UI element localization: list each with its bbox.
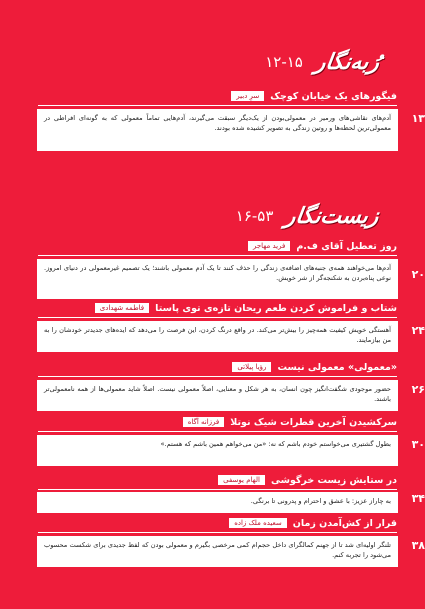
author-tag: سرِ دبیر (231, 91, 264, 101)
article-summary: آهستگی خویش کیفیت همه‌چیز را بیش‌تر می‌کند. در واقع درنگ کردن، این فرصت را می‌دهد که ایده‌ها‌ی جدید‌تر خودشان را به من بیازمایند. (38, 322, 397, 351)
section-page-range: ۱۶-۵۳ (235, 207, 274, 225)
section-logo: زیست‌نگار (283, 203, 381, 229)
author-tag: فاطمه شهدادی (95, 303, 149, 313)
article-title[interactable]: «معمولی» معمولی نیست (277, 361, 397, 373)
page-number: ۲۶ (411, 383, 425, 396)
page-number: ۲۴ (411, 324, 425, 337)
author-tag: رؤیا پیلاتی (232, 362, 271, 372)
section-logo: رُبه‌نگار (313, 49, 381, 75)
toc-entry[interactable] (38, 359, 425, 409)
article-title[interactable]: در ستایش زیست خرگوشی (270, 474, 397, 486)
toc-entry[interactable] (38, 238, 425, 296)
toc-entry[interactable] (38, 472, 425, 512)
toc-entry[interactable] (38, 300, 425, 350)
article-title[interactable]: شتاب و فراموش کردن طعم ریحان تازه‌ی توی پاستا (155, 302, 397, 314)
title-underline (38, 489, 397, 490)
section-page-range: ۱۲-۱۵ (265, 53, 303, 71)
section-header-2 (236, 198, 379, 234)
title-underline (38, 376, 397, 377)
page-number: ۳۰ (411, 438, 425, 451)
toc-entry[interactable] (38, 88, 425, 158)
section-header-1 (265, 44, 379, 80)
page-number: ۳۴ (411, 492, 425, 505)
article-summary: حضور موجودی شگفت‌انگیز چون انسان، به هر شکل و معنایی، اصلاً معمولی نیست. اصلاً شاید معمولی‌ها از همه نامعمولی‌تر باشند. (38, 381, 397, 410)
article-summary: آدم‌ها می‌خواهند همه‌ی جنبه‌های اضافه‌ی زندگی را حذف کنند تا یک آدم معمولی باشند؛ یک تصمیم غیرمعمولی در دنیای امروز. نوعی پناه‌بردن به شکنجه‌گر از شر خویش. (38, 260, 397, 298)
page-number: ۱۳ (411, 112, 425, 125)
author-tag: الهام یوسفی (218, 475, 265, 485)
toc-entry[interactable] (38, 414, 425, 464)
article-summary: آدم‌های نقاشی‌های ورمیر در معمولی‌بودن از یک‌دیگر سبقت می‌گیرند، آدم‌هایی تماماً معمولی که به گونه‌ای افراطی در معمولی‌ترین لحظه‌ها و روتین زندگی به تصویر کشیده شده بودند. (38, 110, 397, 150)
author-tag: سعیده ملک زاده (229, 518, 287, 528)
article-summary: به چاراز عزیز: با عشق و احترام و پدرونی تا برنگی. (38, 493, 397, 512)
article-title[interactable]: سرکشیدن آخرین قطرات شیک نوتلا (230, 416, 397, 428)
title-underline (38, 532, 397, 533)
page-number: ۳۸ (411, 539, 425, 552)
article-title[interactable]: فیگورهای یک خیابان کوچک (270, 90, 397, 102)
title-underline (38, 431, 397, 432)
author-tag: فرزانه آگاه (183, 417, 225, 427)
author-tag: فرید مهاجر (248, 241, 290, 251)
article-title[interactable]: قرار از کش‌آمدن زمان (292, 517, 397, 529)
article-summary: بطول گشتیری می‌خواستم خودم باشم که نه: «من می‌خواهم همین باشم که هستم.» (38, 436, 397, 465)
title-underline (38, 255, 397, 256)
article-summary: تلنگر اولیه‌ای شد تا از جهنم کمالگرای داخل حجم‌ام کمی مرخصی بگیرم و معمولی بودن که لفظ جدیدی برای شکست محسوب می‌شود را تجربه کنم. (38, 537, 397, 566)
page-number: ۲۰ (411, 268, 425, 281)
article-title[interactable]: روز تعطیل آقای ف.م (296, 240, 397, 252)
title-underline (38, 105, 397, 106)
toc-entry[interactable] (38, 515, 425, 565)
title-underline (38, 317, 397, 318)
